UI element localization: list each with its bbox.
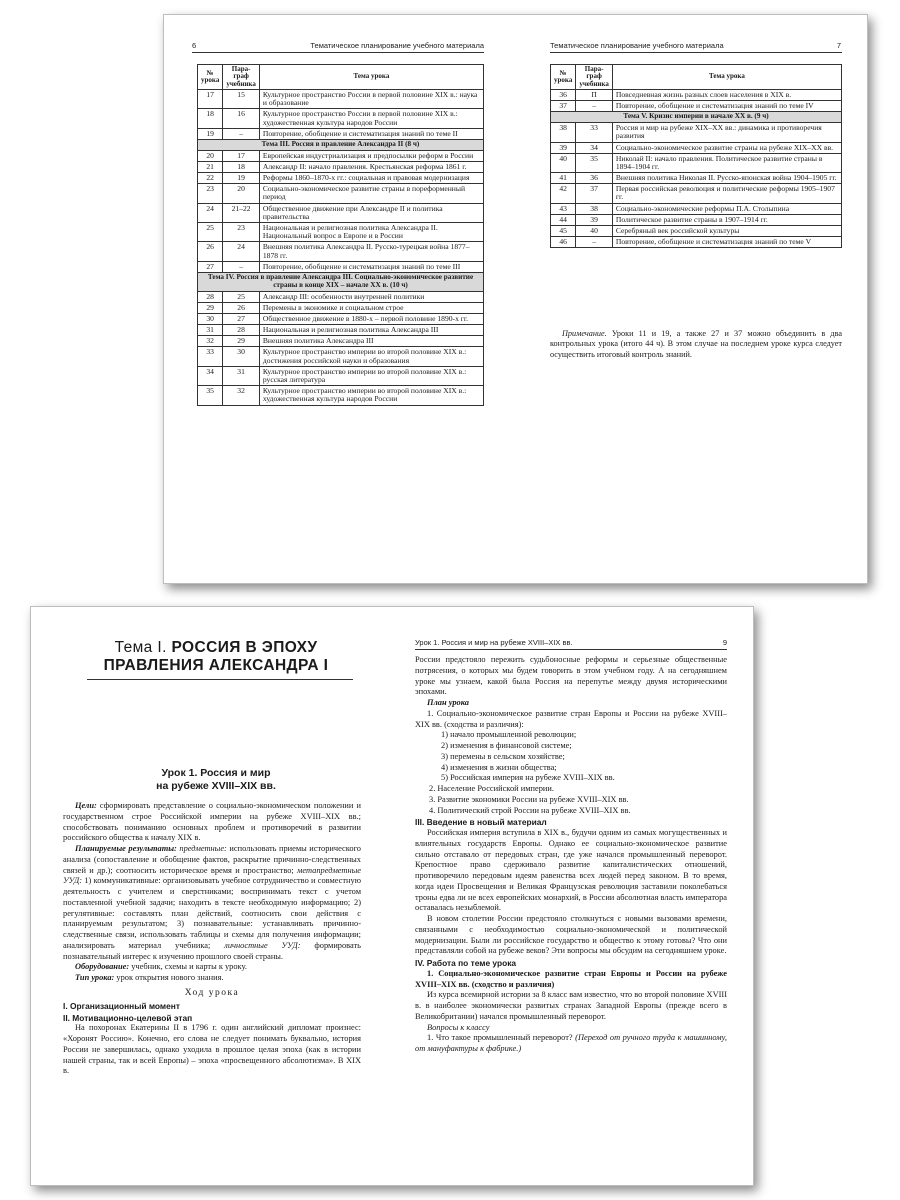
header-rule (192, 52, 484, 53)
lesson-plan-table (197, 64, 484, 406)
paragraph-cell: 29 (223, 336, 260, 347)
paragraph-cell: 20 (223, 184, 260, 203)
table-row (198, 261, 484, 272)
results-label: Планируемые результаты: (75, 844, 177, 853)
lesson-number-cell: 20 (198, 150, 223, 161)
lesson-number-cell: 33 (198, 347, 223, 366)
table-row (551, 214, 842, 225)
plan-subitem: 2) изменения в финансовой системе; (441, 741, 572, 750)
table-row (198, 302, 484, 313)
lesson-number-cell: 34 (198, 366, 223, 385)
lesson-body-left (63, 801, 361, 1077)
lesson-number-cell: 27 (198, 261, 223, 272)
paragraph-cell: 38 (576, 203, 613, 214)
paragraph-cell: 26 (223, 302, 260, 313)
page-8 (31, 607, 391, 1185)
table-row (198, 184, 484, 203)
topic-cell: Серебряный век российской культуры (612, 226, 841, 237)
lesson-number-cell: 45 (551, 226, 576, 237)
table-row (198, 325, 484, 336)
table-row (551, 203, 842, 214)
topic-cell: Александр III: особенности внутренней политики (259, 291, 483, 302)
paragraph-cell: 17 (223, 150, 260, 161)
lesson-number-cell: 23 (198, 184, 223, 203)
question-1 (415, 1033, 727, 1055)
lesson-number-cell: 28 (198, 291, 223, 302)
table-row (198, 173, 484, 184)
table-row (551, 123, 842, 142)
paragraph-cell: 19 (223, 173, 260, 184)
topic-cell: Социально-экономическое развитие страны в пореформенный период (259, 184, 483, 203)
lesson-number-cell: 43 (551, 203, 576, 214)
page-7 (516, 15, 867, 583)
topic-title-line1: РОССИЯ В ЭПОХУ (171, 639, 318, 656)
industrial-revolution-paragraph: Из курса всемирной истории за 8 класс вам известно, что во второй половине XVIII в. в наиболее экономически развитых странах Западной Европы (прежде всего в Великобритании) начался промышленный переворот. (415, 990, 727, 1021)
lesson-number-cell: 46 (551, 237, 576, 248)
plan-item-3: 3. Развитие экономики России на рубеже XVIII–XIX вв. (429, 794, 629, 804)
running-head: Тематическое планирование учебного материала (310, 41, 484, 50)
table-row (198, 161, 484, 172)
topic-cell: Повторение, обобщение и систематизация знаний по теме III (259, 261, 483, 272)
paragraph-cell: – (576, 101, 613, 112)
topic-cell: Общественное движение при Александре II и политика правительства (259, 203, 483, 222)
table-row (198, 366, 484, 385)
paragraph-cell: 33 (576, 123, 613, 142)
topic-cell: Культурное пространство России в первой половине XIX в.: наука и образование (259, 90, 483, 109)
topic-cell: Первая российская революция и политические реформы 1905–1907 гг. (612, 184, 841, 203)
header-rule (550, 52, 842, 53)
equipment-paragraph (63, 962, 361, 973)
plan-heading: План урока (427, 698, 469, 707)
table-row (551, 101, 842, 112)
stage-1-heading: I. Организационный момент (63, 1000, 180, 1011)
table-section-row (198, 272, 484, 291)
goals-text: сформировать представление о социально-экономическом положении и государственном строе Российской империи на рубеже XVIII–XIX вв.; способствовать пониманию основных проблем и противоречий в развитии российского общества к началу XIX в. (63, 801, 361, 843)
stage-4-heading: IV. Работа по теме урока (415, 958, 517, 968)
lesson-number-cell: 30 (198, 313, 223, 324)
lesson-number-cell: 21 (198, 161, 223, 172)
table-row (198, 291, 484, 302)
lesson-body-right (415, 655, 727, 1055)
motivation-paragraph: На похоронах Екатерины II в 1796 г. один английский дипломат произнес: «Хоронят Россию». Конечно, его слова не следует понимать буквально, история России не завершилась, однако уходила в прошлое целая эпоха (как в истории нашей страны, так и всей Европы) – эпоха «просвещенного абсолютизма». В XIX в. (63, 1023, 361, 1076)
stage-2-heading: II. Мотивационно-целевой этап (63, 1012, 193, 1023)
lesson-number-cell: 17 (198, 90, 223, 109)
running-head: Тематическое планирование учебного материала (550, 41, 724, 50)
paragraph-cell: 32 (223, 386, 260, 405)
equipment-label: Оборудование: (75, 962, 130, 972)
plan-item-2: 2. Население Российской империи. (429, 784, 554, 793)
running-head: Урок 1. Россия и мир на рубеже XVIII–XIX вв. (415, 638, 573, 647)
topic-cell: Культурное пространство империи во второй половине XIX в.: достижения российской науки и образования (259, 347, 483, 366)
column-header-lesson: № урока (551, 65, 576, 90)
topic-cell: Повторение, обобщение и систематизация знаний по теме V (612, 237, 841, 248)
topic-cell: Александр II: начало правления. Крестьянская реформа 1861 г. (259, 161, 483, 172)
title-rule (87, 679, 353, 680)
topic-cell: Внешняя политика Николая II. Русско-японская война 1904–1905 гг. (612, 173, 841, 184)
stage-3-heading: III. Введение в новый материал (415, 817, 547, 828)
table-section-row (551, 112, 842, 123)
lesson-number-cell: 24 (198, 203, 223, 222)
paragraph-cell: 40 (576, 226, 613, 237)
note-label: Примечание. (562, 329, 607, 338)
type-label: Тип урока: (75, 973, 115, 982)
lesson-number-cell: 19 (198, 128, 223, 139)
plan-subitem: 3) перемены в сельском хозяйстве; (441, 751, 565, 761)
lesson-number-cell: 38 (551, 123, 576, 142)
lesson-plan-table (550, 64, 842, 248)
table-section-row (198, 139, 484, 150)
topic-cell: Культурное пространство России в первой половине XIX в.: художественная культура народов России (259, 109, 483, 128)
lesson-title-line1: Урок 1. Россия и мир (161, 767, 271, 779)
table-header-row (198, 65, 484, 90)
paragraph-cell: 39 (576, 214, 613, 225)
lesson-title (71, 767, 361, 793)
results-meta-label: метапредметные УУД: (63, 865, 361, 886)
column-header-lesson: № урока (198, 65, 223, 90)
topic-cell: Социально-экономические реформы П.А. Столыпина (612, 203, 841, 214)
paragraph-cell: – (576, 237, 613, 248)
topic-cell: Повторение, обобщение и систематизация знаний по теме IV (612, 101, 841, 112)
paragraph-cell: 15 (223, 90, 260, 109)
paragraph-cell: 27 (223, 313, 260, 324)
paragraph-cell: 21–22 (223, 203, 260, 222)
results-text3: формировать познавательный интерес к изучению прошлого своей страны. (63, 940, 361, 961)
topic-cell: Повседневная жизнь разных слоев населения в XIX в. (612, 90, 841, 101)
topic-cell: Культурное пространство империи во второй половине XIX в.: художественная культура народов России (259, 386, 483, 405)
paragraph-cell: 37 (576, 184, 613, 203)
goals-label: Цели: (75, 801, 97, 810)
topic-cell: Политическое развитие страны в 1907–1914 гг. (612, 214, 841, 225)
topic-cell: Социально-экономическое развитие страны на рубеже XIX–XX вв. (612, 142, 841, 153)
table-row (551, 226, 842, 237)
table-row (198, 90, 484, 109)
lesson-number-cell: 29 (198, 302, 223, 313)
paragraph-cell: 24 (223, 242, 260, 261)
questions-heading: Вопросы к классу (427, 1022, 490, 1032)
paragraph-cell: 36 (576, 173, 613, 184)
table-row (198, 150, 484, 161)
paragraph-cell: 31 (223, 366, 260, 385)
lesson-number-cell: 40 (551, 153, 576, 172)
topic-title-line2: ПРАВЛЕНИЯ АЛЕКСАНДРА I (103, 657, 329, 675)
table-header-row (551, 65, 842, 90)
section-title: Тема IV. Россия в правление Александра III. Социально-экономическое развитие страны в конце XIX – начале XX в. (10 ч) (198, 272, 484, 291)
results-paragraph (63, 844, 361, 962)
column-header-topic: Тема урока (259, 65, 483, 90)
topic-cell: Европейская индустриализация и предпосылки реформ в России (259, 150, 483, 161)
type-paragraph (63, 973, 361, 984)
table-row (198, 109, 484, 128)
results-personal-label: личностные УУД: (210, 940, 301, 950)
plan-subitem: 1) начало промышленной революции; (441, 730, 577, 740)
page-number: 7 (836, 41, 841, 50)
table-row (551, 173, 842, 184)
paragraph-cell: 28 (223, 325, 260, 336)
lesson-number-cell: 36 (551, 90, 576, 101)
results-text2: 1) коммуникативные: организовывать учебное сотрудничество и совместную деятельность с учителем и сверстниками; воспринимать текст с учетом поставленной учебной задачи; находить в тексте необходимую информацию; 2) регулятивные: составлять план действий, соотносить свои действия с планируемым результатом; 3) познавательные: устанавливать причинно-следственные связи, использовать таблицы и схемы для получения информации; анализировать материал учебника; (63, 876, 361, 950)
table-row (551, 153, 842, 172)
topic-title (71, 639, 361, 676)
table-row (198, 128, 484, 139)
page-number: 9 (722, 638, 727, 647)
note-text: Уроки 11 и 19, а также 27 и 37 можно объединить в два контрольных урока (итого 44 ч). В этом случае на последнем уроке курса следует осуществить итоговый контроль знаний. (550, 329, 842, 359)
bottom-book-spread (30, 606, 754, 1186)
paragraph-cell: – (223, 128, 260, 139)
paragraph-cell: 35 (576, 153, 613, 172)
paragraph-cell: 23 (223, 223, 260, 242)
intro-paragraph: России предстояло пережить судьбоносные реформы и серьезные общественные потрясения, о которых мы будем говорить в этом учебном году. А на сегодняшнем уроке мы узнаем, какой была Россия на перепутье между двумя историческими эпохами. (415, 655, 727, 697)
paragraph-cell: 34 (576, 142, 613, 153)
column-header-paragraph: Пара-граф учебника (576, 65, 613, 90)
topic-cell: Внешняя политика Александра III (259, 336, 483, 347)
page-6 (164, 15, 516, 583)
topic-cell: Николай II: начало правления. Политическое развитие страны в 1894–1904 гг. (612, 153, 841, 172)
lesson-number-cell: 31 (198, 325, 223, 336)
table-row (551, 142, 842, 153)
topic-cell: Россия и мир на рубеже XIX–XX вв.: динамика и противоречия развития (612, 123, 841, 142)
table-row (198, 242, 484, 261)
plan-subitem: 4) изменения в жизни общества; (441, 762, 557, 772)
question-1-text: 1. Что такое промышленный переворот? (427, 1033, 573, 1043)
topic-cell: Перемены в экономике и социальном строе (259, 302, 483, 313)
table-row (551, 184, 842, 203)
paragraph-cell: П (576, 90, 613, 101)
column-header-paragraph: Пара-граф учебника (223, 65, 260, 90)
question-1-hint: (Переход от ручного труда к машинному, от мануфактуры к фабрике.) (415, 1033, 728, 1053)
paragraph-cell: – (223, 261, 260, 272)
topic-cell: Реформы 1860–1870-х гг.: социальная и правовая модернизация (259, 173, 483, 184)
course-heading: Ход урока (184, 987, 240, 998)
table-row (198, 223, 484, 242)
topic-cell: Внешняя политика Александра II. Русско-турецкая война 1877–1878 гг. (259, 242, 483, 261)
lesson-number-cell: 26 (198, 242, 223, 261)
paragraph-cell: 16 (223, 109, 260, 128)
topic-cell: Повторение, обобщение и систематизация знаний по теме II (259, 128, 483, 139)
results-text1: использовать приемы исторического анализа (сопоставление и обобщение фактов, раскрытие причинно-следственных связей и др.); соотносить историческое время и пространство; (63, 844, 361, 875)
lesson-number-cell: 18 (198, 109, 223, 128)
results-subject-label: предметные: (176, 844, 227, 853)
table-row (198, 336, 484, 347)
topic-cell: Национальная и религиозная политика Александра II. Национальный вопрос в Европе и в России (259, 223, 483, 242)
plan-item-4: 4. Политический строй России на рубеже XVIII–XIX вв. (429, 805, 631, 815)
section-title: Тема III. Россия в правление Александра II (8 ч) (198, 139, 484, 150)
topic-prefix: Тема I. (114, 639, 167, 656)
table-row (551, 90, 842, 101)
equipment-text: учебник, схемы и карты к уроку. (129, 962, 247, 972)
new-century-paragraph: В новом столетии России предстояло столкнуться с новыми вызовами времени, связанными с необходимостью социально-экономической и политической модернизации. Были ли российское государство и общество к этому готовы? Что они представляли собой на рубеже веков? Эти вопросы мы обсудим на сегодняшнем уроке. (415, 914, 727, 956)
lesson-number-cell: 41 (551, 173, 576, 184)
paragraph-cell: 30 (223, 347, 260, 366)
top-book-spread (163, 14, 868, 584)
intro-new-material-paragraph: Российская империя вступила в XIX в., будучи одним из самых могущественных и влиятельных государств Европы. Однако ее социально-экономическое развитие сильно отставало от передовых стран, где уже начался промышленный переворот. Крепостное право сдерживало развитие капиталистических отношений, противоречило передовым идеям равенства всех людей перед законом. В то время, когда идеи Просвещения и Великая Французская революция заставили поколебаться троны едва ли не всех европейских монархий, в России абсолютная власть императора оставалась незыблемой. (415, 828, 727, 913)
table-row (551, 237, 842, 248)
lesson-number-cell: 22 (198, 173, 223, 184)
lesson-number-cell: 39 (551, 142, 576, 153)
lesson-number-cell: 44 (551, 214, 576, 225)
lesson-number-cell: 37 (551, 101, 576, 112)
topic-cell: Общественное движение в 1880-х – первой половине 1890-х гг. (259, 313, 483, 324)
subsection-1-heading: 1. Социально-экономическое развитие стран Европы и России на рубеже XVIII–XIX вв. (сходство и различия) (415, 968, 727, 989)
lesson-number-cell: 42 (551, 184, 576, 203)
lesson-title-line2: на рубеже XVIII–XIX вв. (156, 780, 276, 793)
column-header-topic: Тема урока (612, 65, 841, 90)
lesson-number-cell: 35 (198, 386, 223, 405)
page-number: 6 (192, 41, 197, 50)
type-text: урок открытия нового знания. (114, 973, 224, 982)
lesson-number-cell: 32 (198, 336, 223, 347)
plan-item-1: 1. Социально-экономическое развитие стран Европы и России на рубеже XVIII–XIX вв. (сходства и различия): (415, 708, 727, 729)
plan-subitem: 5) Российская империя на рубеже XVIII–XIX вв. (441, 773, 615, 783)
paragraph-cell: 18 (223, 161, 260, 172)
lesson-number-cell: 25 (198, 223, 223, 242)
table-row (198, 347, 484, 366)
header-rule (415, 649, 727, 650)
table-note (550, 329, 842, 360)
table-row (198, 203, 484, 222)
paragraph-cell: 25 (223, 291, 260, 302)
topic-cell: Культурное пространство империи во второй половине XIX в.: русская литература (259, 366, 483, 385)
table-row (198, 313, 484, 324)
topic-cell: Национальная и религиозная политика Александра III (259, 325, 483, 336)
section-title: Тема V. Кризис империи в начале XX в. (9 ч) (551, 112, 842, 123)
page-9 (391, 607, 753, 1185)
table-row (198, 386, 484, 405)
goals-paragraph (63, 801, 361, 844)
